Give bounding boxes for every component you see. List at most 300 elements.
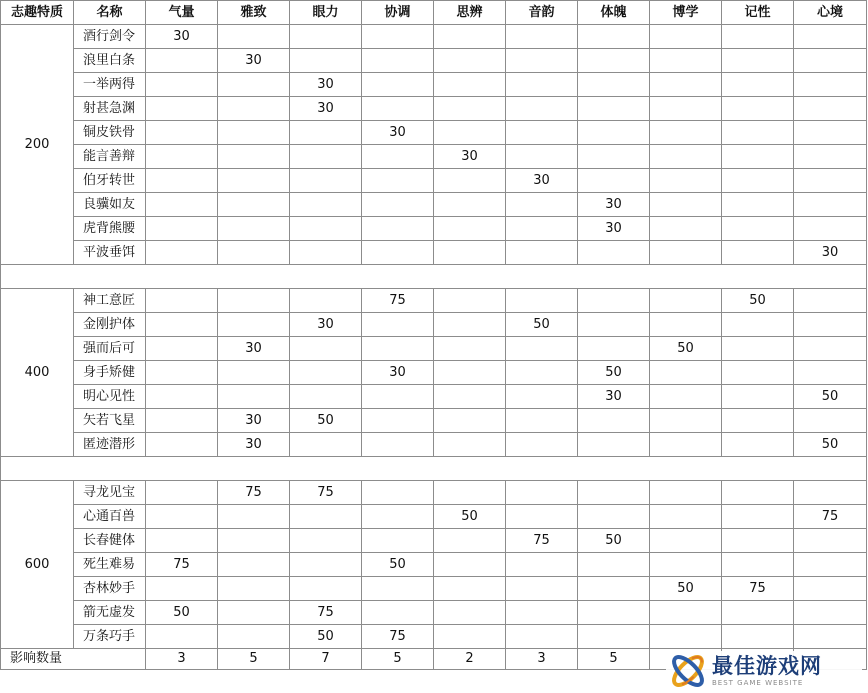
value-cell xyxy=(362,409,434,433)
value-cell xyxy=(290,529,362,553)
value-cell xyxy=(794,553,867,577)
value-cell: 50 xyxy=(434,505,506,529)
value-cell xyxy=(794,481,867,505)
value-cell: 50 xyxy=(650,577,722,601)
value-cell xyxy=(650,169,722,193)
value-cell xyxy=(218,361,290,385)
value-cell xyxy=(650,529,722,553)
value-cell xyxy=(650,25,722,49)
table-row xyxy=(1,505,867,529)
value-cell xyxy=(650,553,722,577)
value-cell xyxy=(146,385,218,409)
value-cell xyxy=(146,337,218,361)
value-cell xyxy=(722,73,794,97)
value-cell xyxy=(362,385,434,409)
value-cell xyxy=(146,49,218,73)
value-cell xyxy=(362,193,434,217)
value-cell xyxy=(434,625,506,649)
value-cell xyxy=(794,625,867,649)
value-cell: 75 xyxy=(218,481,290,505)
table-row xyxy=(1,433,867,457)
skill-name-cell: 心通百兽 xyxy=(74,505,146,529)
value-cell xyxy=(794,73,867,97)
skill-name-cell: 匿迹潜形 xyxy=(74,433,146,457)
value-cell xyxy=(506,25,578,49)
value-cell xyxy=(650,601,722,625)
value-cell xyxy=(506,577,578,601)
value-cell: 50 xyxy=(362,553,434,577)
value-cell xyxy=(578,169,650,193)
value-cell: 50 xyxy=(722,289,794,313)
value-cell xyxy=(146,505,218,529)
value-cell xyxy=(290,505,362,529)
value-cell xyxy=(434,25,506,49)
table-row xyxy=(1,481,867,505)
value-cell xyxy=(218,625,290,649)
value-cell xyxy=(650,313,722,337)
value-cell xyxy=(578,121,650,145)
value-cell xyxy=(722,25,794,49)
value-cell xyxy=(578,49,650,73)
value-cell xyxy=(578,313,650,337)
table-row xyxy=(1,553,867,577)
col-header: 博学 xyxy=(650,1,722,25)
value-cell xyxy=(290,217,362,241)
value-cell xyxy=(794,337,867,361)
value-cell: 50 xyxy=(506,313,578,337)
value-cell xyxy=(722,553,794,577)
value-cell xyxy=(362,49,434,73)
value-cell xyxy=(722,361,794,385)
value-cell xyxy=(362,217,434,241)
value-cell xyxy=(218,553,290,577)
separator-row xyxy=(1,457,867,481)
value-cell xyxy=(722,433,794,457)
value-cell xyxy=(362,241,434,265)
value-cell: 75 xyxy=(794,505,867,529)
skill-name-cell: 酒行剑令 xyxy=(74,25,146,49)
value-cell xyxy=(434,241,506,265)
value-cell xyxy=(362,169,434,193)
value-cell: 75 xyxy=(506,529,578,553)
watermark-title: 最佳游戏网 xyxy=(712,654,822,678)
value-cell: 30 xyxy=(362,361,434,385)
value-cell xyxy=(506,289,578,313)
value-cell xyxy=(146,217,218,241)
tier-level-cell: 200 xyxy=(1,25,74,265)
value-cell xyxy=(290,289,362,313)
value-cell xyxy=(362,481,434,505)
value-cell xyxy=(434,529,506,553)
value-cell xyxy=(434,337,506,361)
value-cell xyxy=(434,289,506,313)
value-cell xyxy=(722,145,794,169)
value-cell xyxy=(506,553,578,577)
table-row xyxy=(1,49,867,73)
col-header: 眼力 xyxy=(290,1,362,25)
value-cell xyxy=(290,361,362,385)
value-cell xyxy=(434,361,506,385)
value-cell xyxy=(218,505,290,529)
col-header: 雅致 xyxy=(218,1,290,25)
value-cell xyxy=(146,169,218,193)
table-row xyxy=(1,121,867,145)
value-cell xyxy=(794,145,867,169)
watermark-subtitle: BEST GAME WEBSITE xyxy=(712,679,804,687)
value-cell xyxy=(290,553,362,577)
value-cell: 30 xyxy=(218,337,290,361)
value-cell xyxy=(362,313,434,337)
col-header: 记性 xyxy=(722,1,794,25)
value-cell xyxy=(218,529,290,553)
value-cell xyxy=(218,289,290,313)
skill-name-cell: 死生难易 xyxy=(74,553,146,577)
value-cell: 30 xyxy=(290,313,362,337)
value-cell xyxy=(506,145,578,169)
value-cell xyxy=(506,241,578,265)
value-cell xyxy=(218,121,290,145)
value-cell xyxy=(794,601,867,625)
table-row xyxy=(1,385,867,409)
value-cell xyxy=(146,433,218,457)
col-header: 志趣特质 xyxy=(1,1,74,25)
value-cell xyxy=(722,601,794,625)
value-cell: 30 xyxy=(218,409,290,433)
value-cell xyxy=(146,241,218,265)
skill-name-cell: 长春健体 xyxy=(74,529,146,553)
skill-name-cell: 铜皮铁骨 xyxy=(74,121,146,145)
watermark xyxy=(666,651,862,691)
table-row xyxy=(1,601,867,625)
value-cell xyxy=(290,337,362,361)
value-cell xyxy=(650,97,722,121)
skill-name-cell: 虎背熊腰 xyxy=(74,217,146,241)
value-cell: 50 xyxy=(650,337,722,361)
header-row xyxy=(1,1,867,25)
table-row xyxy=(1,169,867,193)
value-cell: 50 xyxy=(794,433,867,457)
value-cell xyxy=(722,169,794,193)
value-cell xyxy=(362,433,434,457)
footer-count-cell: 5 xyxy=(578,649,650,670)
value-cell xyxy=(650,625,722,649)
value-cell xyxy=(146,625,218,649)
value-cell xyxy=(434,97,506,121)
value-cell xyxy=(218,145,290,169)
value-cell xyxy=(722,97,794,121)
value-cell xyxy=(362,529,434,553)
value-cell xyxy=(578,337,650,361)
value-cell xyxy=(146,73,218,97)
value-cell xyxy=(434,313,506,337)
value-cell xyxy=(722,481,794,505)
value-cell: 30 xyxy=(434,145,506,169)
skill-name-cell: 神工意匠 xyxy=(74,289,146,313)
footer-label: 影响数量 xyxy=(1,649,146,670)
value-cell xyxy=(650,145,722,169)
separator-cell xyxy=(1,265,867,289)
value-cell xyxy=(794,49,867,73)
table-row xyxy=(1,73,867,97)
value-cell xyxy=(578,505,650,529)
value-cell xyxy=(578,553,650,577)
table-row xyxy=(1,361,867,385)
value-cell xyxy=(362,337,434,361)
value-cell xyxy=(218,73,290,97)
col-header: 音韵 xyxy=(506,1,578,25)
value-cell xyxy=(794,217,867,241)
value-cell xyxy=(650,49,722,73)
value-cell xyxy=(146,361,218,385)
separator-row xyxy=(1,265,867,289)
value-cell xyxy=(434,73,506,97)
value-cell: 30 xyxy=(578,217,650,241)
skill-name-cell: 伯牙转世 xyxy=(74,169,146,193)
value-cell: 30 xyxy=(506,169,578,193)
table-row xyxy=(1,577,867,601)
value-cell xyxy=(578,241,650,265)
footer-count-cell: 3 xyxy=(506,649,578,670)
col-header: 名称 xyxy=(74,1,146,25)
value-cell: 30 xyxy=(146,25,218,49)
value-cell xyxy=(578,481,650,505)
table-row xyxy=(1,409,867,433)
value-cell xyxy=(722,313,794,337)
skill-name-cell: 寻龙见宝 xyxy=(74,481,146,505)
value-cell xyxy=(650,505,722,529)
value-cell xyxy=(290,433,362,457)
value-cell xyxy=(650,409,722,433)
value-cell xyxy=(794,409,867,433)
value-cell xyxy=(722,385,794,409)
value-cell: 75 xyxy=(290,601,362,625)
table-row xyxy=(1,337,867,361)
value-cell xyxy=(794,361,867,385)
value-cell xyxy=(506,121,578,145)
value-cell xyxy=(434,193,506,217)
value-cell xyxy=(146,97,218,121)
value-cell: 50 xyxy=(578,361,650,385)
value-cell xyxy=(434,49,506,73)
value-cell xyxy=(578,433,650,457)
value-cell xyxy=(218,385,290,409)
value-cell xyxy=(218,193,290,217)
value-cell xyxy=(362,577,434,601)
tier-level-cell: 600 xyxy=(1,481,74,649)
col-header: 体魄 xyxy=(578,1,650,25)
col-header: 心境 xyxy=(794,1,867,25)
skill-name-cell: 万条巧手 xyxy=(74,625,146,649)
value-cell xyxy=(290,385,362,409)
value-cell xyxy=(650,241,722,265)
value-cell xyxy=(218,97,290,121)
footer-count-cell: 5 xyxy=(218,649,290,670)
value-cell xyxy=(146,529,218,553)
value-cell xyxy=(794,121,867,145)
value-cell xyxy=(650,481,722,505)
value-cell xyxy=(434,577,506,601)
value-cell xyxy=(578,73,650,97)
skill-name-cell: 能言善辩 xyxy=(74,145,146,169)
value-cell xyxy=(506,337,578,361)
value-cell: 30 xyxy=(290,97,362,121)
value-cell xyxy=(146,289,218,313)
skill-name-cell: 矢若飞星 xyxy=(74,409,146,433)
separator-cell xyxy=(1,457,867,481)
skill-name-cell: 浪里白条 xyxy=(74,49,146,73)
value-cell: 75 xyxy=(290,481,362,505)
value-cell xyxy=(218,577,290,601)
value-cell xyxy=(578,577,650,601)
value-cell xyxy=(362,505,434,529)
table-row xyxy=(1,25,867,49)
value-cell: 50 xyxy=(578,529,650,553)
value-cell xyxy=(794,529,867,553)
value-cell xyxy=(794,97,867,121)
value-cell xyxy=(722,121,794,145)
value-cell: 30 xyxy=(218,49,290,73)
value-cell xyxy=(506,193,578,217)
value-cell xyxy=(434,409,506,433)
value-cell xyxy=(434,601,506,625)
value-cell xyxy=(506,433,578,457)
value-cell xyxy=(290,241,362,265)
value-cell xyxy=(362,145,434,169)
value-cell xyxy=(650,433,722,457)
footer-count-cell: 3 xyxy=(146,649,218,670)
value-cell xyxy=(434,217,506,241)
value-cell: 30 xyxy=(362,121,434,145)
value-cell xyxy=(218,25,290,49)
skill-name-cell: 射甚急渊 xyxy=(74,97,146,121)
value-cell xyxy=(650,361,722,385)
table-row xyxy=(1,625,867,649)
skill-name-cell: 强而后可 xyxy=(74,337,146,361)
value-cell: 30 xyxy=(794,241,867,265)
value-cell xyxy=(146,481,218,505)
value-cell: 30 xyxy=(218,433,290,457)
value-cell xyxy=(290,577,362,601)
value-cell xyxy=(794,169,867,193)
value-cell xyxy=(578,601,650,625)
value-cell xyxy=(794,289,867,313)
value-cell xyxy=(578,145,650,169)
skill-name-cell: 杏林妙手 xyxy=(74,577,146,601)
value-cell xyxy=(794,313,867,337)
value-cell xyxy=(794,193,867,217)
value-cell xyxy=(578,25,650,49)
value-cell xyxy=(362,601,434,625)
value-cell xyxy=(506,385,578,409)
value-cell: 30 xyxy=(578,385,650,409)
skill-name-cell: 一举两得 xyxy=(74,73,146,97)
value-cell: 50 xyxy=(794,385,867,409)
value-cell xyxy=(722,409,794,433)
value-cell xyxy=(506,73,578,97)
col-header: 思辨 xyxy=(434,1,506,25)
value-cell: 75 xyxy=(722,577,794,601)
value-cell xyxy=(506,481,578,505)
value-cell xyxy=(650,385,722,409)
value-cell xyxy=(290,25,362,49)
value-cell xyxy=(722,193,794,217)
value-cell xyxy=(434,169,506,193)
value-cell xyxy=(362,97,434,121)
value-cell xyxy=(506,97,578,121)
value-cell: 75 xyxy=(362,289,434,313)
value-cell xyxy=(218,217,290,241)
value-cell xyxy=(722,625,794,649)
skill-name-cell: 箭无虚发 xyxy=(74,601,146,625)
table-row xyxy=(1,289,867,313)
value-cell xyxy=(578,625,650,649)
value-cell xyxy=(290,169,362,193)
value-cell xyxy=(362,25,434,49)
value-cell: 30 xyxy=(578,193,650,217)
value-cell xyxy=(434,433,506,457)
value-cell xyxy=(146,313,218,337)
table-body xyxy=(1,25,867,670)
footer-count-cell: 7 xyxy=(290,649,362,670)
value-cell xyxy=(722,241,794,265)
value-cell: 50 xyxy=(290,625,362,649)
value-cell: 75 xyxy=(146,553,218,577)
value-cell xyxy=(146,577,218,601)
value-cell xyxy=(650,193,722,217)
value-cell xyxy=(506,49,578,73)
value-cell xyxy=(146,409,218,433)
value-cell: 50 xyxy=(290,409,362,433)
value-cell xyxy=(434,121,506,145)
value-cell xyxy=(146,193,218,217)
value-cell xyxy=(722,505,794,529)
value-cell xyxy=(722,217,794,241)
value-cell xyxy=(290,145,362,169)
value-cell xyxy=(578,289,650,313)
value-cell xyxy=(434,385,506,409)
value-cell xyxy=(650,217,722,241)
value-cell xyxy=(218,601,290,625)
value-cell xyxy=(218,169,290,193)
skill-name-cell: 明心见性 xyxy=(74,385,146,409)
value-cell: 75 xyxy=(362,625,434,649)
value-cell xyxy=(578,409,650,433)
col-header: 协调 xyxy=(362,1,434,25)
value-cell xyxy=(362,73,434,97)
value-cell xyxy=(794,577,867,601)
value-cell xyxy=(146,145,218,169)
value-cell xyxy=(218,313,290,337)
value-cell xyxy=(506,409,578,433)
value-cell xyxy=(506,625,578,649)
value-cell xyxy=(506,217,578,241)
tier-level-cell: 400 xyxy=(1,289,74,457)
value-cell xyxy=(290,121,362,145)
table-row xyxy=(1,529,867,553)
value-cell xyxy=(434,553,506,577)
table-row xyxy=(1,145,867,169)
col-header: 气量 xyxy=(146,1,218,25)
table-row xyxy=(1,193,867,217)
value-cell xyxy=(146,121,218,145)
skill-name-cell: 身手矫健 xyxy=(74,361,146,385)
value-cell xyxy=(506,361,578,385)
value-cell: 50 xyxy=(146,601,218,625)
value-cell xyxy=(290,193,362,217)
value-cell xyxy=(506,601,578,625)
value-cell xyxy=(722,337,794,361)
table-row xyxy=(1,217,867,241)
